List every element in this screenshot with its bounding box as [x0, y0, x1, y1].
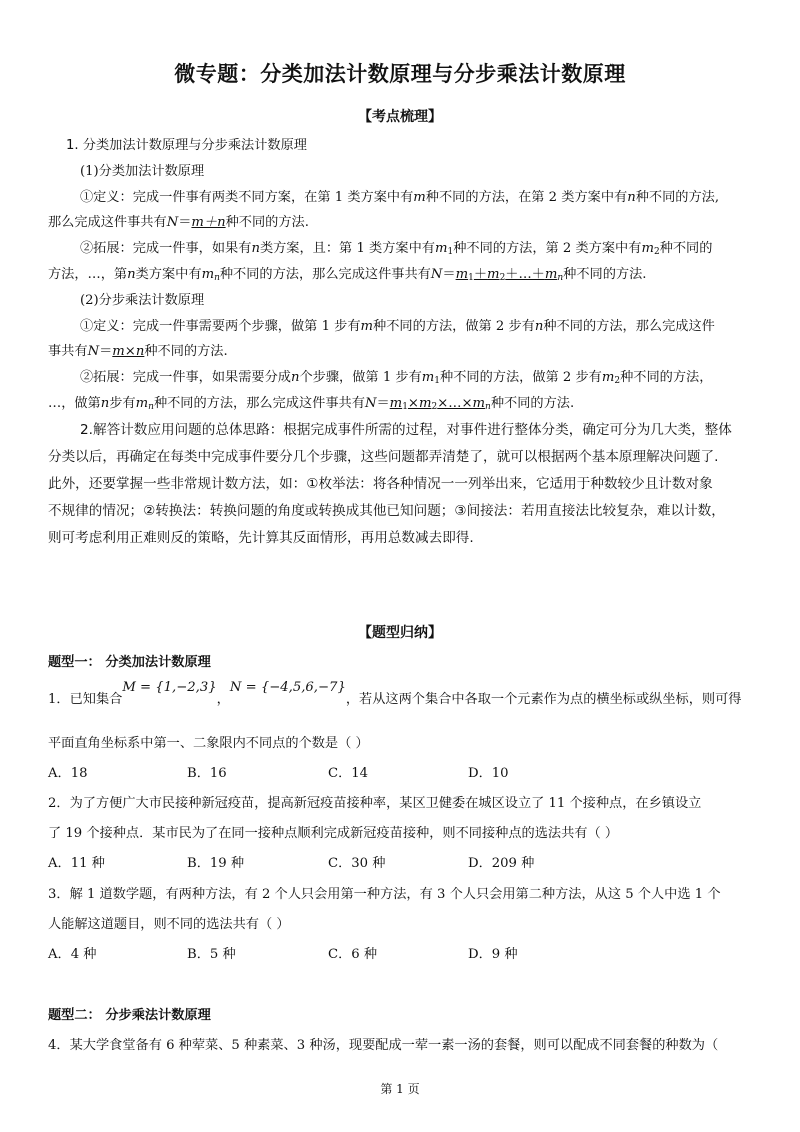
question-3-line-1: 3．解 1 道数学题，有两种方法，有 2 个人只会用第一种方法，有 3 个人只会用第二种方法，从这 5 个人中选 1 个 — [48, 887, 721, 902]
mult-definition-line-2: 事共有N＝m×n种不同的方法. — [48, 344, 228, 359]
question-3-options — [48, 943, 648, 961]
add-extension-line-1: ②拓展：完成一件事，如果有n类方案，且：第 1 类方案中有$m_1$种不同的方法，第 2 类方案中有$m_2$种不同的 — [80, 241, 713, 257]
option-b[interactable]: B．19 种 — [187, 856, 245, 871]
add-extension-line-2: 方法，…，第n类方案中有$m_n$种不同的方法，那么完成这件事共有$N=m_1+m_2+\dots+m_n$种不同的方法. — [48, 267, 647, 283]
option-a[interactable]: A．4 种 — [48, 947, 97, 962]
section-header-tixing: 【题型归纳】 — [358, 625, 442, 641]
set-n: N = {−4,5,6,−7} — [229, 680, 346, 695]
subheading-mult-principle: (2)分步乘法计数原理 — [80, 293, 205, 308]
page-title: 微专题：分类加法计数原理与分步乘法计数原理 — [174, 62, 626, 86]
section-header-kaodian: 【考点梳理】 — [358, 109, 442, 125]
mult-definition-line-1: ①定义：完成一件事需要两个步骤，做第 1 步有m种不同的方法，做第 2 步有n种不同的方法，那么完成这件 — [80, 319, 715, 334]
page-number: 第 1 页 — [380, 1082, 420, 1096]
subheading-add-principle: (1)分类加法计数原理 — [80, 164, 205, 179]
add-definition-line-2: 那么完成这件事共有N＝m＋n种不同的方法. — [48, 215, 309, 230]
option-d[interactable]: D．9 种 — [468, 947, 518, 962]
question-1-line-2: 平面直角坐标系中第一、二象限内不同点的个数是（ ） — [48, 736, 369, 751]
mult-extension-line-2: …，做第n步有$m_n$种不同的方法，那么完成这件事共有$N=m_1\times m_2\times\dots\times m_n$种不同的方法. — [48, 396, 575, 412]
add-definition-line-1: ①定义：完成一件事有两类不同方案，在第 1 类方案中有m种不同的方法，在第 2 类方案中有n种不同的方法, — [80, 190, 720, 205]
option-b[interactable]: B．5 种 — [187, 947, 236, 962]
heading-1: 1. 分类加法计数原理与分步乘法计数原理 — [66, 138, 307, 153]
mult-extension-line-1: ②拓展：完成一件事，如果需要分成n个步骤，做第 1 步有$m_1$种不同的方法，做第 2 步有$m_2$种不同的方法， — [80, 370, 713, 386]
option-d[interactable]: D．10 — [468, 766, 509, 781]
option-c[interactable]: C．14 — [328, 766, 369, 781]
option-c[interactable]: C．30 种 — [328, 856, 386, 871]
question-2-options — [48, 852, 648, 870]
option-a[interactable]: A．11 种 — [48, 856, 105, 871]
strategy-line-4: 不规律的情况；②转换法：转换问题的角度或转换成其他已知问题；③间接法：若用直接法比较复杂，难以计数， — [48, 503, 725, 519]
type-2-heading: 题型二： 分步乘法计数原理 — [48, 1008, 211, 1023]
option-b[interactable]: B．16 — [187, 766, 227, 781]
option-a[interactable]: A．18 — [48, 766, 88, 781]
question-1-line-1: 1．已知集合M = {1,−2,3}，N = {−4,5,6,−7}，若从这两个集合中各取一个元素作为点的横坐标或纵坐标，则可得 — [48, 680, 742, 707]
question-1-options — [48, 762, 648, 780]
question-4-line-1: 4．某大学食堂备有 6 种荤菜、5 种素菜、3 种汤，现要配成一荤一素一汤的套餐，则可以配成不同套餐的种数为（ — [48, 1038, 719, 1053]
strategy-line-2: 分类以后，再确定在每类中完成事件要分几个步骤，这些问题都弄清楚了，就可以根据两个基本原理解决问题了. — [48, 449, 719, 465]
strategy-line-1: 2.解答计数应用问题的总体思路：根据完成事件所需的过程，对事件进行整体分类，确定可分为几大类，整体 — [80, 422, 732, 438]
strategy-line-5: 则可考虑利用正难则反的策略，先计算其反面情形，再用总数减去即得. — [48, 530, 474, 546]
set-m: M = {1,−2,3} — [122, 680, 217, 695]
type-1-heading: 题型一： 分类加法计数原理 — [48, 655, 211, 670]
question-2-line-1: 2．为了方便广大市民接种新冠疫苗，提高新冠疫苗接种率，某区卫健委在城区设立了 11 个接种点，在乡镇设立 — [48, 796, 702, 811]
option-c[interactable]: C．6 种 — [328, 947, 378, 962]
question-3-line-2: 人能解这道题目，则不同的选法共有（ ） — [48, 917, 290, 932]
question-2-line-2: 了 19 个接种点．某市民为了在同一接种点顺利完成新冠疫苗接种，则不同接种点的选法共有（ ） — [48, 826, 619, 841]
option-d[interactable]: D．209 种 — [468, 856, 535, 871]
strategy-line-3: 此外，还要掌握一些非常规计数方法，如：①枚举法：将各种情况一一列举出来，它适用于种数较少且计数对象 — [48, 476, 713, 492]
